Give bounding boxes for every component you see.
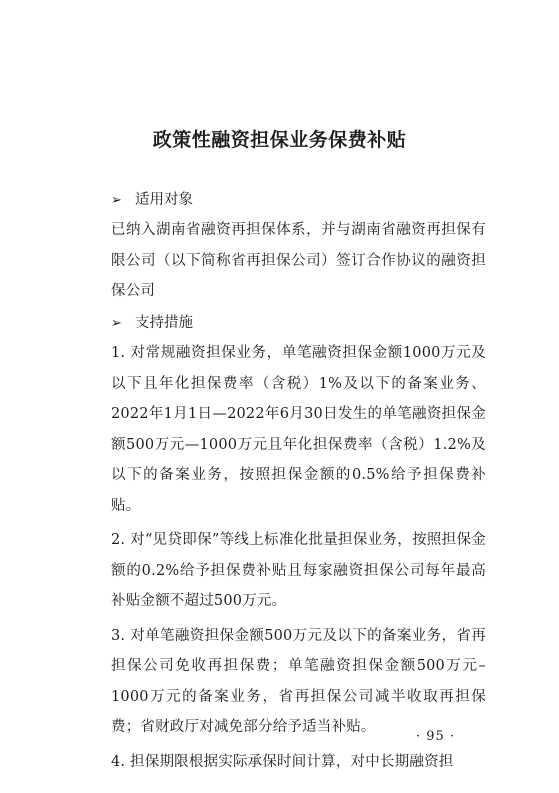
section-heading-label: 支持措施 bbox=[135, 315, 193, 331]
arrow-bullet-icon: ➢ bbox=[111, 316, 122, 331]
applicable-paragraph bbox=[111, 215, 486, 307]
measure-item: 4. 担保期限根据实际承保时间计算，对中长期融资担 bbox=[111, 753, 454, 770]
section-heading-label: 适用对象 bbox=[135, 192, 193, 208]
measure-item: 2. 对“见贷即保”等线上标准化批量担保业务，按照担保金额的0.2%给予担保费补贴且每家融资担保公司每年最高补贴金额不超过500万元。 bbox=[111, 532, 486, 609]
section-heading-measures bbox=[111, 313, 193, 334]
paragraph-text: 已纳入湖南省融资再担保体系，并与湖南省融资再担保有限公司（以下简称省再担保公司）签订合作协议的融资担保公司 bbox=[111, 222, 486, 299]
arrow-bullet-icon: ➢ bbox=[111, 193, 122, 208]
page-number: · 95 · bbox=[416, 729, 456, 744]
measures-list bbox=[111, 338, 486, 777]
measure-item: 3. 对单笔融资担保金额500万元及以下的备案业务，省再担保公司免收再担保费；单笔融资担保金额500万元–1000万元的备案业务，省再担保公司减半收取再担保费；省财政厅对减免部分给予适当补贴。 bbox=[111, 627, 486, 735]
measure-item: 1. 对常规融资担保业务，单笔融资担保金额1000万元及以下且年化担保费率（含税）1%及以下的备案业务、2022年1月1日—2022年6月30日发生的单笔融资担保金额500万元—1000万元且年化担保费率（含税）1.2%及以下的备案业务，按照担保金额的0.5%给予担保费补贴。 bbox=[111, 345, 486, 514]
page-title: 政策性融资担保业务保费补贴 bbox=[152, 129, 407, 151]
section-heading-applicable bbox=[111, 190, 193, 211]
